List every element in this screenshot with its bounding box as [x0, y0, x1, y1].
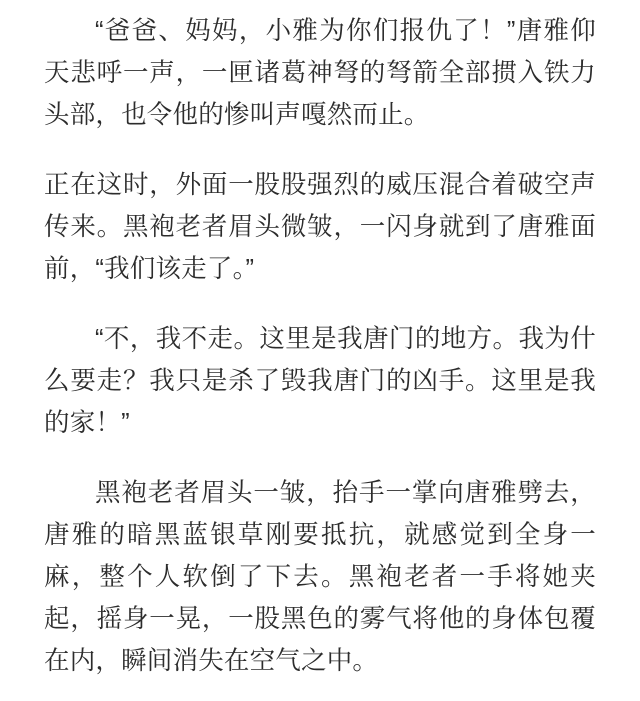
- paragraph: 正在这时，外面一股股强烈的威压混合着破空声传来。黑袍老者眉头微皱，一闪身就到了唐雅面前，“我们该走了。”: [44, 171, 596, 283]
- paragraph: 黑袍老者眉头一皱，抬手一掌向唐雅劈去，唐雅的暗黑蓝银草刚要抵抗，就感觉到全身一麻，整个人软倒了下去。黑袍老者一手将她夹起，摇身一晃，一股黑色的雾气将他的身体包覆在内，瞬间消失在空气之中。: [44, 479, 596, 675]
- paragraph: “不，我不走。这里是我唐门的地方。我为什么要走？我只是杀了毁我唐门的凶手。这里是我的家！”: [44, 325, 596, 437]
- paragraph: “爸爸、妈妈，小雅为你们报仇了！”唐雅仰天悲呼一声，一匣诸葛神弩的弩箭全部掼入铁力头部，也令他的惨叫声嘎然而止。: [44, 17, 596, 129]
